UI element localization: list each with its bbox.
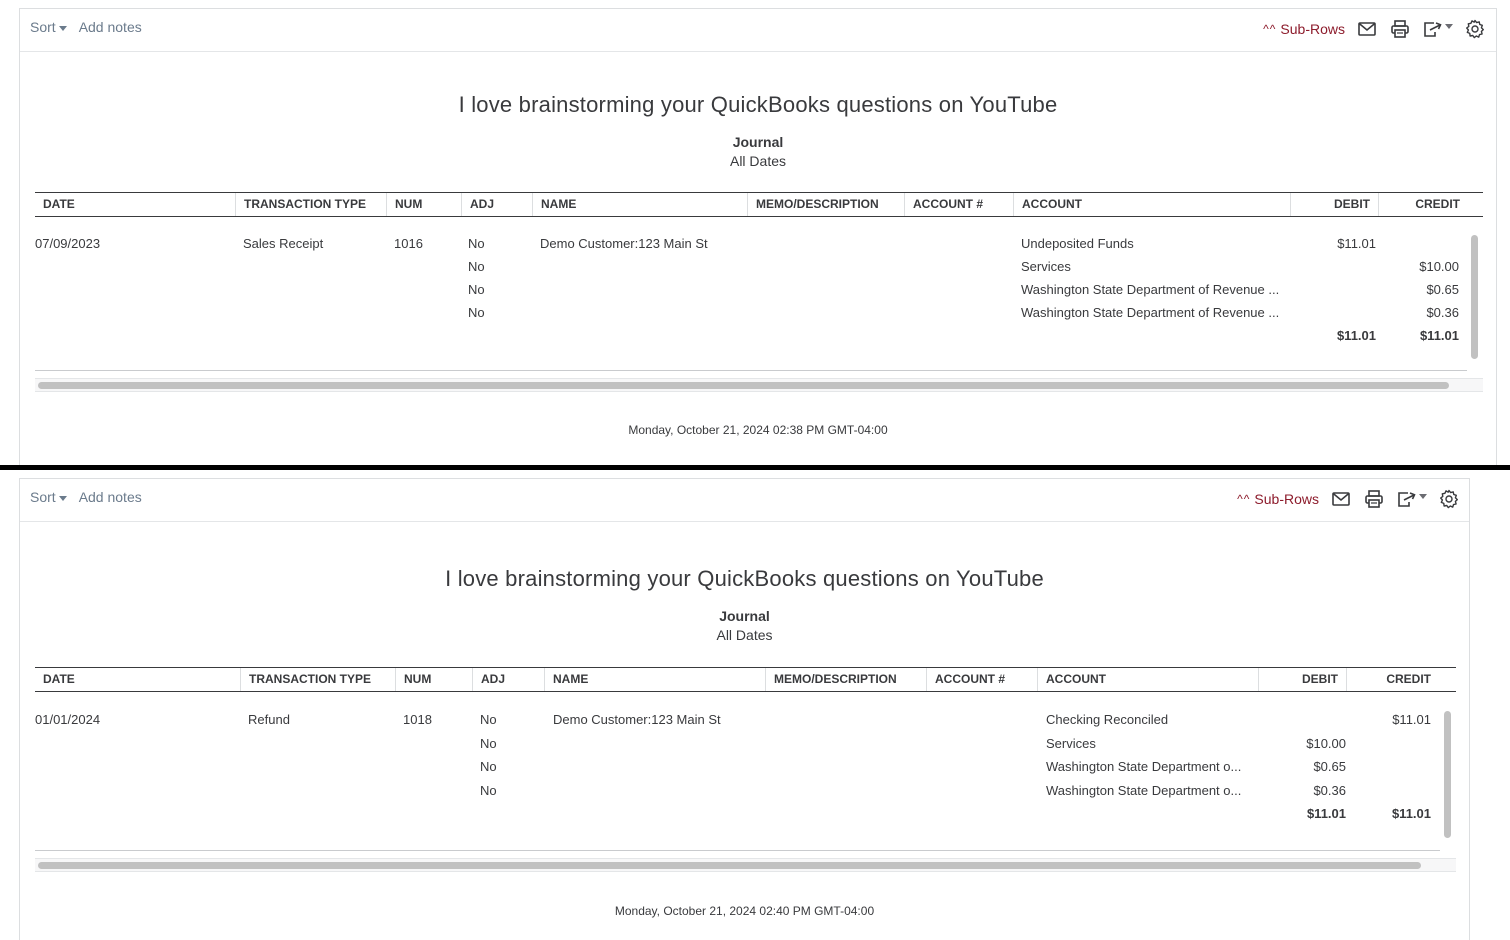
table-divider bbox=[35, 370, 1467, 371]
sort-label: Sort bbox=[30, 19, 56, 35]
cell-adj: No bbox=[480, 736, 497, 751]
cell-adj: No bbox=[480, 759, 497, 774]
cell-date[interactable]: 07/09/2023 bbox=[35, 236, 101, 251]
report-panel-bottom bbox=[19, 478, 1470, 940]
cell-adj: No bbox=[468, 259, 485, 274]
print-icon[interactable] bbox=[1389, 18, 1411, 40]
report-name: Journal bbox=[719, 608, 770, 624]
column-header-memo[interactable]: MEMO/DESCRIPTION bbox=[747, 193, 904, 216]
cell-adj: No bbox=[480, 712, 497, 727]
export-button[interactable] bbox=[1411, 18, 1453, 40]
column-header-date[interactable]: DATE bbox=[43, 197, 75, 211]
cell-account[interactable]: Washington State Department of Revenue ... bbox=[1021, 282, 1280, 297]
cell-account[interactable]: Services bbox=[1046, 736, 1096, 751]
screenshot-divider bbox=[0, 465, 1510, 470]
collapse-carets-icon: ^^ bbox=[1263, 22, 1277, 36]
report-toolbar bbox=[20, 479, 1469, 522]
horizontal-scrollbar[interactable] bbox=[38, 382, 1449, 389]
caret-down-icon bbox=[1419, 494, 1427, 499]
horizontal-scrollbar-track[interactable] bbox=[35, 858, 1456, 872]
horizontal-scrollbar[interactable] bbox=[38, 862, 1421, 869]
report-name: Journal bbox=[732, 134, 784, 150]
sort-button[interactable] bbox=[30, 19, 67, 35]
cell-credit[interactable]: $0.65 bbox=[1426, 282, 1459, 297]
column-header-transaction-type[interactable]: TRANSACTION TYPE bbox=[235, 193, 386, 216]
caret-down-icon bbox=[59, 496, 67, 501]
column-header-date[interactable]: DATE bbox=[43, 672, 75, 686]
sort-button[interactable] bbox=[30, 489, 67, 505]
column-header-account-number[interactable]: ACCOUNT # bbox=[904, 193, 1013, 216]
cell-transaction-type[interactable]: Sales Receipt bbox=[243, 236, 324, 251]
vertical-scrollbar[interactable] bbox=[1471, 235, 1478, 359]
total-debit: $11.01 bbox=[1306, 806, 1346, 821]
cell-date[interactable]: 01/01/2024 bbox=[35, 712, 101, 727]
caret-down-icon bbox=[59, 26, 67, 31]
cell-adj: No bbox=[468, 282, 485, 297]
column-header-debit[interactable]: DEBIT bbox=[1290, 193, 1378, 216]
print-icon[interactable] bbox=[1363, 488, 1385, 510]
cell-account[interactable]: Checking Reconciled bbox=[1046, 712, 1169, 727]
column-header-transaction-type[interactable]: TRANSACTION TYPE bbox=[240, 668, 395, 691]
export-icon bbox=[1396, 488, 1418, 510]
cell-credit[interactable]: $10.00 bbox=[1419, 259, 1459, 274]
column-header-credit[interactable]: CREDIT bbox=[1346, 668, 1439, 691]
column-header-memo[interactable]: MEMO/DESCRIPTION bbox=[765, 668, 926, 691]
total-credit: $11.01 bbox=[1419, 328, 1459, 343]
cell-name[interactable]: Demo Customer:123 Main St bbox=[540, 236, 708, 251]
sub-rows-label: Sub-Rows bbox=[1280, 21, 1345, 37]
cell-adj: No bbox=[468, 236, 485, 251]
cell-transaction-type[interactable]: Refund bbox=[248, 712, 290, 727]
sub-rows-button[interactable] bbox=[1263, 21, 1345, 37]
cell-credit[interactable]: $0.36 bbox=[1426, 305, 1459, 320]
gear-icon[interactable] bbox=[1438, 488, 1460, 510]
email-icon[interactable] bbox=[1330, 488, 1352, 510]
vertical-scrollbar[interactable] bbox=[1444, 711, 1451, 838]
cell-debit[interactable]: $0.65 bbox=[1313, 759, 1346, 774]
report-timestamp: Monday, October 21, 2024 02:40 PM GMT-04:00 bbox=[614, 904, 875, 918]
caret-down-icon bbox=[1445, 24, 1453, 29]
column-header-name[interactable]: NAME bbox=[544, 668, 765, 691]
column-header-account[interactable]: ACCOUNT bbox=[1037, 668, 1258, 691]
column-header-num[interactable]: NUM bbox=[386, 193, 461, 216]
report-date-range: All Dates bbox=[716, 627, 773, 643]
table-header bbox=[35, 192, 1483, 217]
column-header-adj[interactable]: ADJ bbox=[472, 668, 544, 691]
cell-name[interactable]: Demo Customer:123 Main St bbox=[553, 712, 721, 727]
add-notes-link[interactable]: Add notes bbox=[78, 489, 142, 505]
collapse-carets-icon: ^^ bbox=[1237, 492, 1251, 506]
export-icon bbox=[1422, 18, 1444, 40]
export-button[interactable] bbox=[1385, 488, 1427, 510]
cell-debit[interactable]: $11.01 bbox=[1337, 236, 1376, 251]
column-header-adj[interactable]: ADJ bbox=[461, 193, 532, 216]
cell-num[interactable]: 1016 bbox=[394, 236, 423, 251]
email-icon[interactable] bbox=[1356, 18, 1378, 40]
table-divider bbox=[35, 850, 1440, 851]
cell-adj: No bbox=[468, 305, 485, 320]
column-header-debit[interactable]: DEBIT bbox=[1258, 668, 1346, 691]
cell-account[interactable]: Washington State Department of Revenue ... bbox=[1021, 305, 1280, 320]
report-company-title: I love brainstorming your QuickBooks questions on YouTube bbox=[445, 566, 1044, 591]
column-header-credit[interactable]: CREDIT bbox=[1378, 193, 1468, 216]
column-header-name[interactable]: NAME bbox=[532, 193, 747, 216]
cell-account[interactable]: Services bbox=[1021, 259, 1071, 274]
cell-credit[interactable]: $11.01 bbox=[1392, 712, 1431, 727]
horizontal-scrollbar-track[interactable] bbox=[35, 378, 1483, 392]
sort-label: Sort bbox=[30, 489, 56, 505]
column-header-account[interactable]: ACCOUNT bbox=[1013, 193, 1290, 216]
report-date-range: All Dates bbox=[729, 153, 787, 169]
cell-adj: No bbox=[480, 783, 497, 798]
report-toolbar bbox=[20, 9, 1496, 52]
report-panel-top bbox=[19, 8, 1497, 466]
report-company-title: I love brainstorming your QuickBooks questions on YouTube bbox=[458, 92, 1058, 117]
cell-account[interactable]: Undeposited Funds bbox=[1021, 236, 1134, 251]
total-debit: $11.01 bbox=[1336, 328, 1376, 343]
sub-rows-button[interactable] bbox=[1237, 491, 1319, 507]
column-header-num[interactable]: NUM bbox=[395, 668, 472, 691]
column-header-account-number[interactable]: ACCOUNT # bbox=[926, 668, 1037, 691]
report-timestamp: Monday, October 21, 2024 02:38 PM GMT-04:00 bbox=[628, 423, 888, 437]
cell-debit[interactable]: $0.36 bbox=[1313, 783, 1346, 798]
gear-icon[interactable] bbox=[1464, 18, 1486, 40]
cell-debit[interactable]: $10.00 bbox=[1306, 736, 1346, 751]
cell-num[interactable]: 1018 bbox=[403, 712, 432, 727]
table-header bbox=[35, 667, 1456, 692]
cell-account[interactable]: Washington State Department o... bbox=[1046, 759, 1242, 774]
total-credit: $11.01 bbox=[1391, 806, 1431, 821]
cell-account[interactable]: Washington State Department o... bbox=[1046, 783, 1242, 798]
add-notes-link[interactable]: Add notes bbox=[78, 19, 142, 35]
sub-rows-label: Sub-Rows bbox=[1254, 491, 1319, 507]
